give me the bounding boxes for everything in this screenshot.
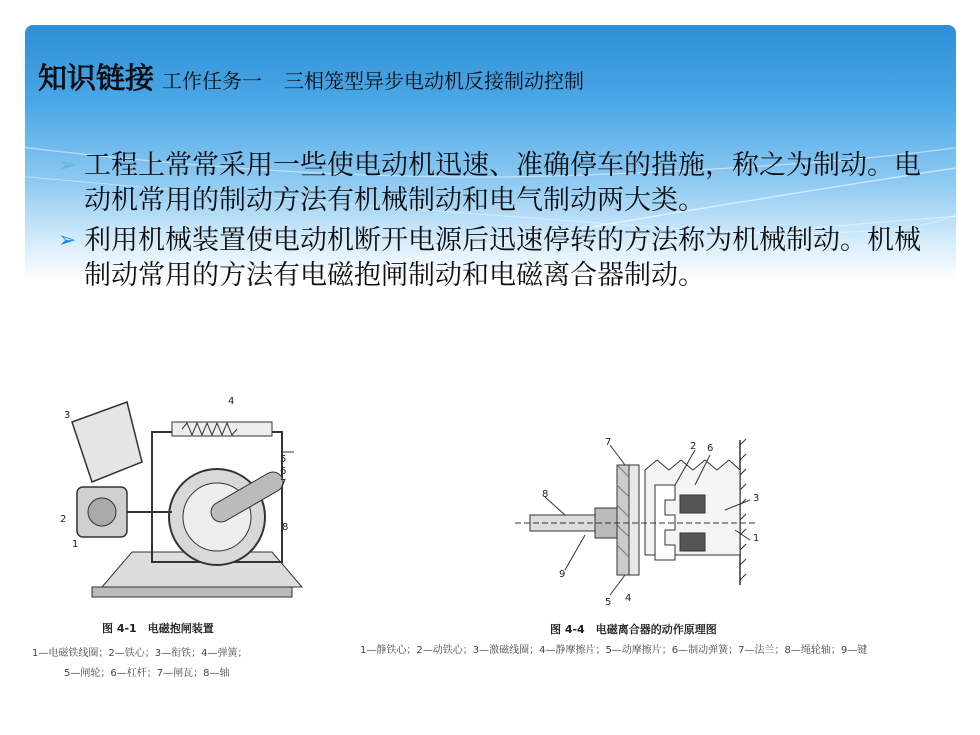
subtitle-task: 工作任务一 <box>162 69 263 93</box>
label-2: 2 <box>690 441 697 452</box>
label-3: 3 <box>64 410 71 421</box>
bullet-text: 利用机械装置使电动机断开电源后迅速停转的方法称为机械制动。机械制动常用的方法有电磁抱闸制动和电磁离合器制动。 <box>84 225 921 291</box>
label-6: 6 <box>280 466 287 477</box>
figure-electromagnetic-clutch <box>355 435 945 655</box>
bullet-item <box>58 148 943 218</box>
figure-left-legend-line2: 5—闸轮；6—杠杆；7—闸瓦；8—轴 <box>64 668 230 679</box>
label-4: 4 <box>228 396 235 407</box>
bullet-list <box>58 148 943 298</box>
figure-right-legend: 1—静铁心；2—动铁心；3—激磁线圈；4—静摩擦片；5—动摩擦片；6—制动弹簧；7—法兰；8—绳轮轴；9—键 <box>360 645 868 656</box>
bullet-arrow-icon: ➢ <box>58 228 77 253</box>
label-9: 9 <box>559 569 566 580</box>
label-6: 6 <box>707 443 714 454</box>
label-1: 1 <box>72 539 79 550</box>
label-4: 4 <box>625 593 632 604</box>
page-subtitle <box>162 65 584 94</box>
label-7: 7 <box>605 437 612 448</box>
electromagnetic-brake-drawing <box>32 392 332 612</box>
subtitle-topic: 三相笼型异步电动机反接制动控制 <box>284 69 585 93</box>
electromagnetic-clutch-drawing <box>355 435 945 605</box>
title-row <box>38 56 584 97</box>
bullet-text: 工程上常常采用一些使电动机迅速、准确停车的措施，称之为制动。电动机常用的制动方法有机械制动和电气制动两大类。 <box>84 150 921 216</box>
bullet-item <box>58 223 943 293</box>
label-3: 3 <box>753 493 760 504</box>
label-7: 7 <box>280 478 287 489</box>
label-5: 5 <box>605 597 612 605</box>
label-8: 8 <box>542 489 549 500</box>
figure-right-caption: 图 4-4 电磁离合器的动作原理图 <box>550 623 717 636</box>
figure-left-legend-line1: 1—电磁铁线圈；2—铁心；3—衔铁；4—弹簧； <box>32 648 248 659</box>
figure-electromagnetic-brake <box>32 392 332 682</box>
bullet-arrow-icon: ➢ <box>58 153 77 178</box>
label-2: 2 <box>60 514 67 525</box>
page-title: 知识链接 <box>38 61 155 95</box>
label-8: 8 <box>282 522 289 533</box>
label-1: 1 <box>753 533 760 544</box>
label-5: 5 <box>280 454 287 465</box>
figure-left-caption: 图 4-1 电磁抱闸装置 <box>102 622 214 635</box>
